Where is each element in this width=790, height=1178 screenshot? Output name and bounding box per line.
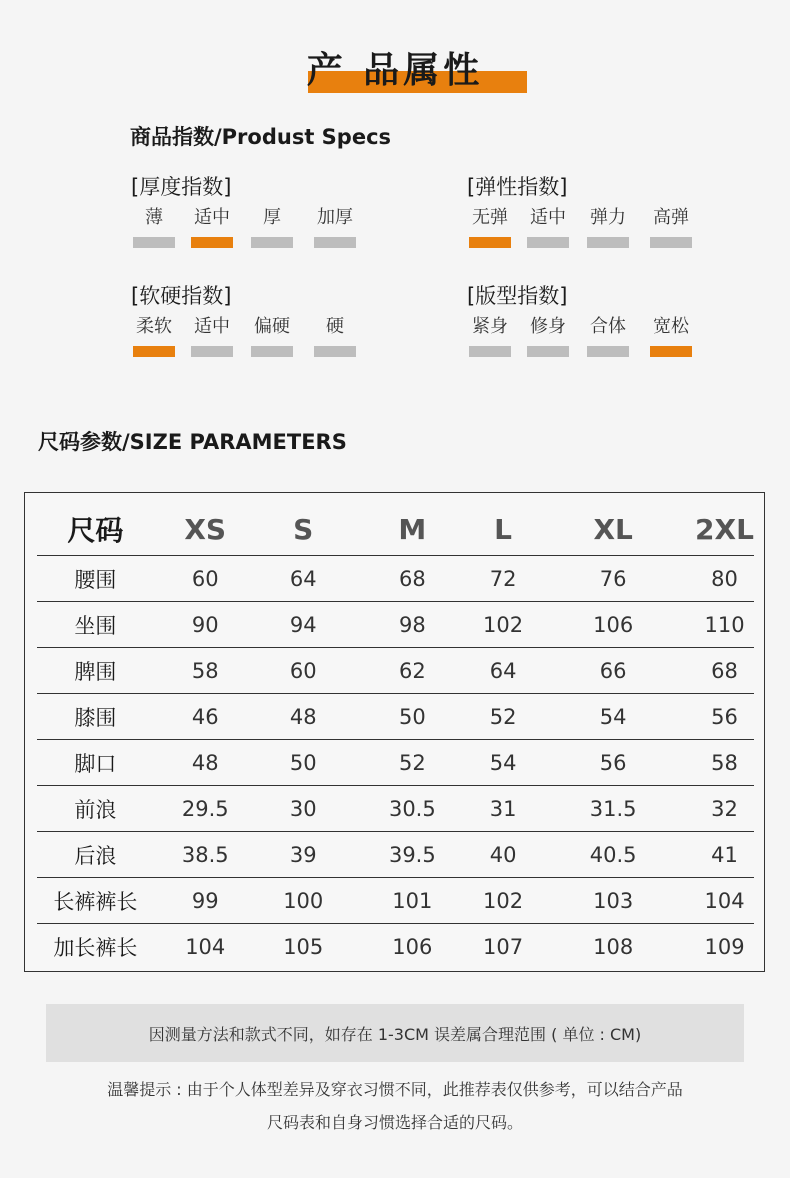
table-cell: 68 <box>350 556 475 602</box>
size-header-cell: XL <box>531 503 695 556</box>
measurement-label: 前浪 <box>37 786 154 832</box>
spec-option-label: 厚 <box>263 207 281 228</box>
table-cell: 41 <box>695 832 754 878</box>
table-cell: 76 <box>531 556 695 602</box>
table-cell: 101 <box>350 878 475 924</box>
table-cell: 66 <box>531 648 695 694</box>
table-cell: 90 <box>154 602 257 648</box>
table-cell: 38.5 <box>154 832 257 878</box>
spec-option-label: 适中 <box>530 207 566 228</box>
spec-indicator-selected <box>191 237 233 248</box>
spec-option-label: 宽松 <box>653 316 689 337</box>
table-cell: 98 <box>350 602 475 648</box>
spec-indicator <box>314 237 356 248</box>
measurement-label: 脚口 <box>37 740 154 786</box>
spec-indicator <box>251 346 293 357</box>
table-cell: 54 <box>475 740 531 786</box>
table-cell: 40.5 <box>531 832 695 878</box>
table-cell: 64 <box>257 556 350 602</box>
page-title: 产 品属性 <box>306 50 484 91</box>
spec-option-label: 修身 <box>530 316 566 337</box>
table-cell: 58 <box>695 740 754 786</box>
spec-indicator <box>587 237 629 248</box>
table-cell: 64 <box>475 648 531 694</box>
spec-group <box>131 171 371 263</box>
table-cell: 107 <box>483 934 524 959</box>
table-row <box>37 832 754 878</box>
table-cell: 50 <box>350 694 475 740</box>
spec-indicator <box>469 346 511 357</box>
table-cell: 105 <box>283 934 324 959</box>
measurement-label: 脾围 <box>37 648 154 694</box>
spec-options <box>467 312 707 372</box>
table-cell: 30.5 <box>350 786 475 832</box>
table-cell: 94 <box>257 602 350 648</box>
spec-option-label: 加厚 <box>317 207 353 228</box>
table-cell: 30 <box>257 786 350 832</box>
size-table-body <box>37 556 754 970</box>
spec-option-label: 柔软 <box>136 316 172 337</box>
spec-indicator <box>314 346 356 357</box>
measurement-note-box <box>46 1004 744 1062</box>
spec-indicator-selected <box>133 346 175 357</box>
measurement-label: 膝围 <box>37 694 154 740</box>
spec-indicator <box>527 346 569 357</box>
spec-group-title: [厚度指数] <box>131 175 232 199</box>
spec-indicator <box>133 237 175 248</box>
table-cell: 60 <box>154 556 257 602</box>
spec-group <box>131 280 371 372</box>
size-heading: 尺码参数/SIZE PARAMETERS <box>38 430 347 454</box>
table-cell: 108 <box>593 934 634 959</box>
tip-line-1: 温馨提示 : 由于个人体型差异及穿衣习惯不同，此推荐表仅供参考，可以结合产品 <box>107 1080 683 1099</box>
table-cell: 48 <box>257 694 350 740</box>
spec-option-label: 紧身 <box>472 316 508 337</box>
spec-indicator <box>587 346 629 357</box>
spec-option-label: 偏硬 <box>254 316 290 337</box>
table-cell: 110 <box>695 602 754 648</box>
specs-heading: 商品指数/Produst Specs <box>130 125 392 149</box>
spec-group-title: [软硬指数] <box>131 284 232 308</box>
measurement-label: 后浪 <box>37 832 154 878</box>
table-cell: 52 <box>475 694 531 740</box>
table-cell: 46 <box>154 694 257 740</box>
table-cell: 102 <box>475 878 531 924</box>
table-row <box>37 878 754 924</box>
table-cell: 80 <box>695 556 754 602</box>
spec-options <box>131 203 371 263</box>
table-cell: 72 <box>475 556 531 602</box>
spec-indicator <box>251 237 293 248</box>
spec-indicator-selected <box>469 237 511 248</box>
table-row <box>37 740 754 786</box>
measurement-label: 腰围 <box>37 556 154 602</box>
tip-line-2: 尺码表和自身习惯选择合适的尺码。 <box>266 1113 523 1132</box>
table-cell: 52 <box>350 740 475 786</box>
table-cell: 99 <box>154 878 257 924</box>
measurement-note: 因测量方法和款式不同，如存在 1-3CM 误差属合理范围 ( 单位 : CM) <box>148 1025 642 1044</box>
measurement-label: 坐围 <box>37 602 154 648</box>
spec-group-title: [弹性指数] <box>467 175 568 199</box>
size-header-cell: S <box>257 503 350 556</box>
table-cell: 32 <box>695 786 754 832</box>
spec-indicator-selected <box>650 346 692 357</box>
size-header-cell: 2XL <box>695 503 754 556</box>
table-row <box>37 602 754 648</box>
table-cell: 39.5 <box>350 832 475 878</box>
table-cell: 103 <box>531 878 695 924</box>
table-cell: 100 <box>257 878 350 924</box>
table-cell: 31 <box>475 786 531 832</box>
table-row <box>37 924 754 970</box>
table-cell: 104 <box>695 878 754 924</box>
spec-indicator <box>527 237 569 248</box>
table-row <box>37 556 754 602</box>
table-cell: 29.5 <box>154 786 257 832</box>
spec-option-label: 硬 <box>326 316 344 337</box>
size-header-cell: L <box>475 503 531 556</box>
spec-options <box>467 203 707 263</box>
table-row <box>37 694 754 740</box>
table-cell: 106 <box>531 602 695 648</box>
table-cell: 58 <box>154 648 257 694</box>
spec-option-label: 适中 <box>194 316 230 337</box>
size-header-cell: M <box>350 503 475 556</box>
measurement-label: 长裤裤长 <box>37 878 154 924</box>
table-cell: 56 <box>531 740 695 786</box>
table-row <box>37 786 754 832</box>
table-cell: 106 <box>392 934 433 959</box>
table-cell: 109 <box>704 934 745 959</box>
spec-option-label: 弹力 <box>590 207 626 228</box>
table-cell: 62 <box>350 648 475 694</box>
spec-option-label: 高弹 <box>653 207 689 228</box>
table-cell: 50 <box>257 740 350 786</box>
spec-options <box>131 312 371 372</box>
spec-group-title: [版型指数] <box>467 284 568 308</box>
spec-group <box>467 171 707 263</box>
table-cell: 68 <box>695 648 754 694</box>
table-cell: 40 <box>475 832 531 878</box>
table-cell: 60 <box>257 648 350 694</box>
spec-indicator <box>191 346 233 357</box>
spec-option-label: 薄 <box>145 207 163 228</box>
spec-option-label: 合体 <box>590 316 626 337</box>
table-cell: 48 <box>154 740 257 786</box>
size-table <box>37 503 754 969</box>
size-table-box <box>24 492 765 972</box>
table-cell: 104 <box>185 934 226 959</box>
title-area <box>0 40 790 100</box>
spec-option-label: 无弹 <box>472 207 508 228</box>
size-column-header: 尺码 <box>37 503 154 556</box>
spec-option-label: 适中 <box>194 207 230 228</box>
table-cell: 54 <box>531 694 695 740</box>
table-row <box>37 648 754 694</box>
size-header-cell: XS <box>154 503 257 556</box>
table-cell: 31.5 <box>531 786 695 832</box>
measurement-label: 加长裤长 <box>53 935 138 960</box>
table-cell: 39 <box>257 832 350 878</box>
table-cell: 56 <box>695 694 754 740</box>
spec-group <box>467 280 707 372</box>
spec-indicator <box>650 237 692 248</box>
size-table-header-row <box>37 503 754 556</box>
table-cell: 102 <box>475 602 531 648</box>
